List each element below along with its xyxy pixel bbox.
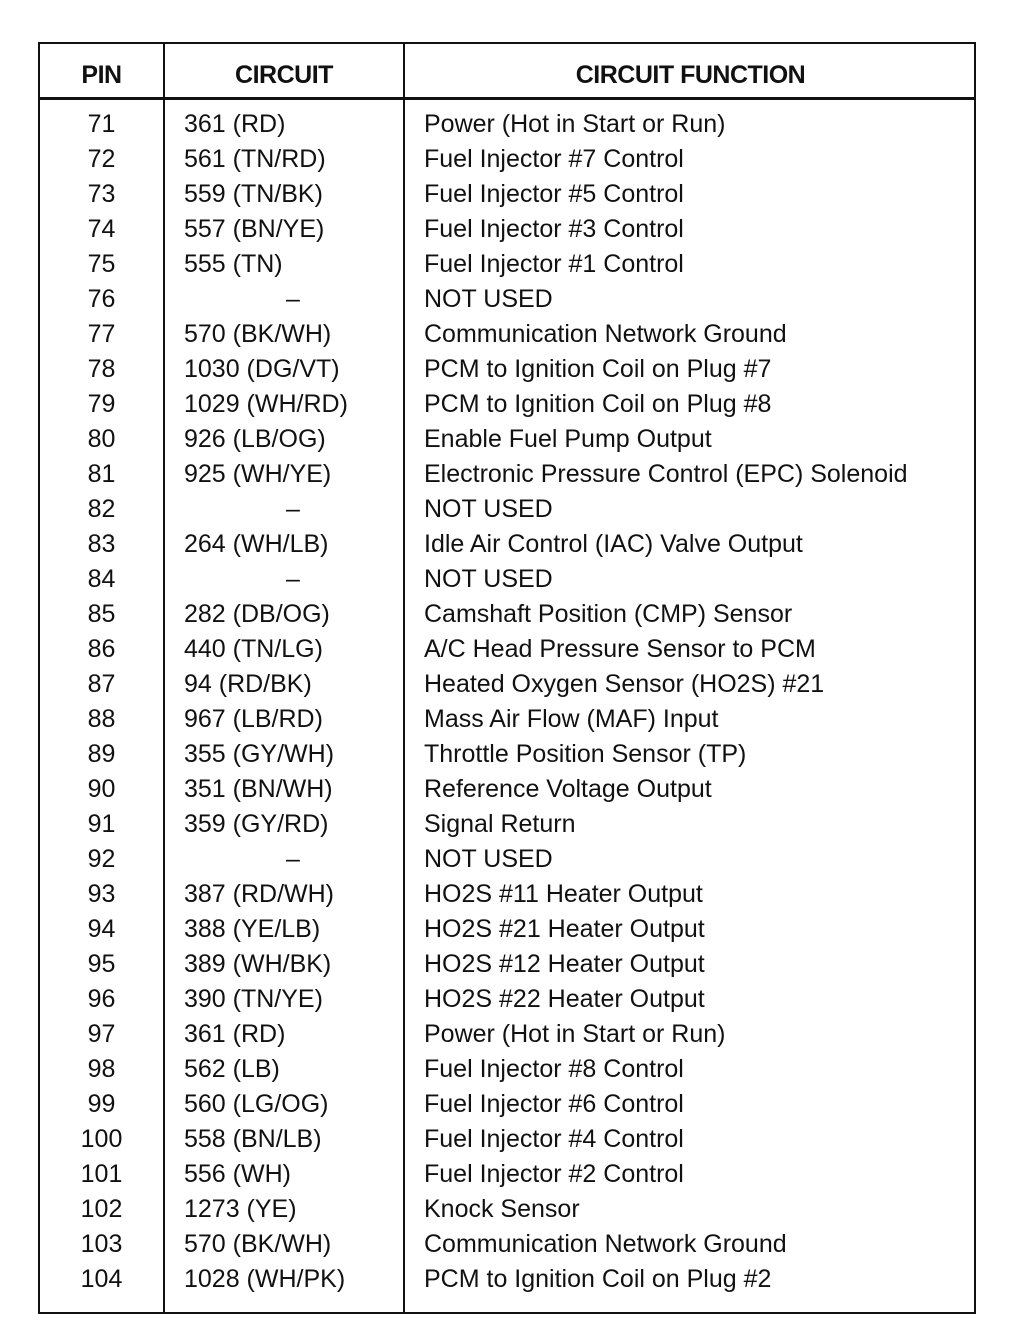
pin-cell: 100 (80, 1125, 123, 1153)
circuit-function-cell: Communication Network Ground (424, 1230, 787, 1258)
circuit-cell: 558 (BN/LB) (184, 1125, 322, 1153)
table-row (40, 1122, 974, 1157)
circuit-function-cell: Mass Air Flow (MAF) Input (424, 705, 719, 733)
pin-cell: 77 (87, 320, 116, 348)
table-row (40, 457, 974, 492)
circuit-cell: 570 (BK/WH) (184, 1230, 332, 1258)
pin-cell: 92 (87, 845, 116, 873)
pin-cell: 91 (87, 810, 116, 838)
pin-cell: 88 (87, 705, 116, 733)
circuit-function-cell: Fuel Injector #3 Control (424, 215, 684, 243)
circuit-cell: – (286, 845, 300, 873)
circuit-function-cell: NOT USED (424, 845, 553, 873)
circuit-cell: 94 (RD/BK) (184, 670, 312, 698)
pin-cell: 102 (80, 1195, 123, 1223)
circuit-cell: 355 (GY/WH) (184, 740, 335, 768)
table-row (40, 982, 974, 1017)
circuit-function-cell: Throttle Position Sensor (TP) (424, 740, 747, 768)
table-row (40, 107, 974, 142)
circuit-function-cell: Power (Hot in Start or Run) (424, 110, 726, 138)
pin-cell: 86 (87, 635, 116, 663)
header-circuit-function: CIRCUIT FUNCTION (575, 61, 806, 89)
table-row (40, 1262, 974, 1297)
circuit-function-cell: Fuel Injector #5 Control (424, 180, 684, 208)
circuit-function-cell: PCM to Ignition Coil on Plug #7 (424, 355, 772, 383)
pin-cell: 95 (87, 950, 116, 978)
circuit-cell: 359 (GY/RD) (184, 810, 329, 838)
table-row (40, 667, 974, 702)
table-row (40, 877, 974, 912)
table-row (40, 912, 974, 947)
table-row (40, 1087, 974, 1122)
pin-cell: 96 (87, 985, 116, 1013)
circuit-function-cell: Reference Voltage Output (424, 775, 712, 803)
circuit-function-cell: Fuel Injector #7 Control (424, 145, 684, 173)
circuit-cell: 282 (DB/OG) (184, 600, 330, 628)
pin-cell: 73 (87, 180, 116, 208)
pin-cell: 72 (87, 145, 116, 173)
pin-cell: 74 (87, 215, 116, 243)
circuit-function-cell: Enable Fuel Pump Output (424, 425, 712, 453)
header-circuit: CIRCUIT (235, 61, 333, 89)
circuit-function-cell: Communication Network Ground (424, 320, 787, 348)
pin-cell: 101 (80, 1160, 123, 1188)
circuit-function-cell: Power (Hot in Start or Run) (424, 1020, 726, 1048)
table-row (40, 807, 974, 842)
circuit-cell: – (286, 285, 300, 313)
pin-cell: 78 (87, 355, 116, 383)
pin-cell: 104 (80, 1265, 123, 1293)
circuit-function-cell: Fuel Injector #6 Control (424, 1090, 684, 1118)
table-row (40, 597, 974, 632)
circuit-function-cell: PCM to Ignition Coil on Plug #8 (424, 390, 772, 418)
pin-cell: 79 (87, 390, 116, 418)
circuit-cell: 264 (WH/LB) (184, 530, 329, 558)
circuit-cell: 361 (RD) (184, 1020, 286, 1048)
table-row (40, 492, 974, 527)
circuit-cell: – (286, 495, 300, 523)
pin-cell: 76 (87, 285, 116, 313)
table-row (40, 247, 974, 282)
table-row (40, 632, 974, 667)
circuit-cell: 561 (TN/RD) (184, 145, 326, 173)
circuit-function-cell: Knock Sensor (424, 1195, 580, 1223)
circuit-function-cell: Fuel Injector #1 Control (424, 250, 684, 278)
circuit-function-cell: Fuel Injector #4 Control (424, 1125, 684, 1153)
pin-cell: 98 (87, 1055, 116, 1083)
table-body (40, 107, 974, 1297)
pin-cell: 94 (87, 915, 116, 943)
circuit-cell: 925 (WH/YE) (184, 460, 332, 488)
circuit-cell: – (286, 565, 300, 593)
circuit-cell: 388 (YE/LB) (184, 915, 321, 943)
circuit-cell: 1029 (WH/RD) (184, 390, 348, 418)
table-row (40, 947, 974, 982)
circuit-cell: 967 (LB/RD) (184, 705, 323, 733)
table-row (40, 142, 974, 177)
pin-circuit-table (38, 42, 976, 1314)
table-row (40, 212, 974, 247)
table-row (40, 737, 974, 772)
pin-cell: 87 (87, 670, 116, 698)
table-row (40, 842, 974, 877)
pin-cell: 71 (87, 110, 116, 138)
pin-cell: 82 (87, 495, 116, 523)
circuit-function-cell: NOT USED (424, 565, 553, 593)
table-row (40, 772, 974, 807)
pin-cell: 75 (87, 250, 116, 278)
circuit-cell: 560 (LG/OG) (184, 1090, 329, 1118)
circuit-cell: 556 (WH) (184, 1160, 291, 1188)
circuit-cell: 389 (WH/BK) (184, 950, 332, 978)
circuit-cell: 361 (RD) (184, 110, 286, 138)
table-row (40, 1157, 974, 1192)
pin-cell: 83 (87, 530, 116, 558)
pin-cell: 90 (87, 775, 116, 803)
circuit-function-cell: HO2S #22 Heater Output (424, 985, 705, 1013)
circuit-function-cell: Idle Air Control (IAC) Valve Output (424, 530, 803, 558)
circuit-function-cell: NOT USED (424, 285, 553, 313)
table-row (40, 702, 974, 737)
pin-cell: 99 (87, 1090, 116, 1118)
pin-cell: 80 (87, 425, 116, 453)
pin-cell: 97 (87, 1020, 116, 1048)
circuit-cell: 390 (TN/YE) (184, 985, 323, 1013)
table-row (40, 352, 974, 387)
circuit-cell: 559 (TN/BK) (184, 180, 323, 208)
circuit-cell: 926 (LB/OG) (184, 425, 326, 453)
circuit-function-cell: Fuel Injector #8 Control (424, 1055, 684, 1083)
pin-cell: 89 (87, 740, 116, 768)
circuit-function-cell: NOT USED (424, 495, 553, 523)
circuit-cell: 555 (TN) (184, 250, 283, 278)
circuit-function-cell: Signal Return (424, 810, 576, 838)
pin-cell: 103 (80, 1230, 123, 1258)
table-row (40, 562, 974, 597)
circuit-cell: 351 (BN/WH) (184, 775, 333, 803)
circuit-function-cell: Fuel Injector #2 Control (424, 1160, 684, 1188)
circuit-cell: 557 (BN/YE) (184, 215, 325, 243)
circuit-cell: 440 (TN/LG) (184, 635, 323, 663)
circuit-cell: 570 (BK/WH) (184, 320, 332, 348)
circuit-function-cell: HO2S #11 Heater Output (424, 880, 703, 908)
table-row (40, 387, 974, 422)
table-row (40, 1017, 974, 1052)
pin-cell: 85 (87, 600, 116, 628)
circuit-function-cell: PCM to Ignition Coil on Plug #2 (424, 1265, 772, 1293)
table-row (40, 527, 974, 562)
circuit-function-cell: HO2S #21 Heater Output (424, 915, 705, 943)
table-row (40, 317, 974, 352)
circuit-function-cell: A/C Head Pressure Sensor to PCM (424, 635, 816, 663)
table-row (40, 282, 974, 317)
circuit-cell: 1030 (DG/VT) (184, 355, 340, 383)
circuit-function-cell: Camshaft Position (CMP) Sensor (424, 600, 793, 628)
table-row (40, 1052, 974, 1087)
circuit-cell: 387 (RD/WH) (184, 880, 335, 908)
circuit-cell: 562 (LB) (184, 1055, 280, 1083)
circuit-function-cell: HO2S #12 Heater Output (424, 950, 705, 978)
circuit-function-cell: Heated Oxygen Sensor (HO2S) #21 (424, 670, 825, 698)
pin-cell: 93 (87, 880, 116, 908)
header-pin: PIN (81, 61, 122, 89)
pin-cell: 81 (87, 460, 116, 488)
table-row (40, 1192, 974, 1227)
circuit-function-cell: Electronic Pressure Control (EPC) Solenoid (424, 460, 908, 488)
pin-cell: 84 (87, 565, 116, 593)
table-row (40, 1227, 974, 1262)
circuit-cell: 1273 (YE) (184, 1195, 297, 1223)
table-row (40, 177, 974, 212)
circuit-cell: 1028 (WH/PK) (184, 1265, 346, 1293)
table-row (40, 422, 974, 457)
